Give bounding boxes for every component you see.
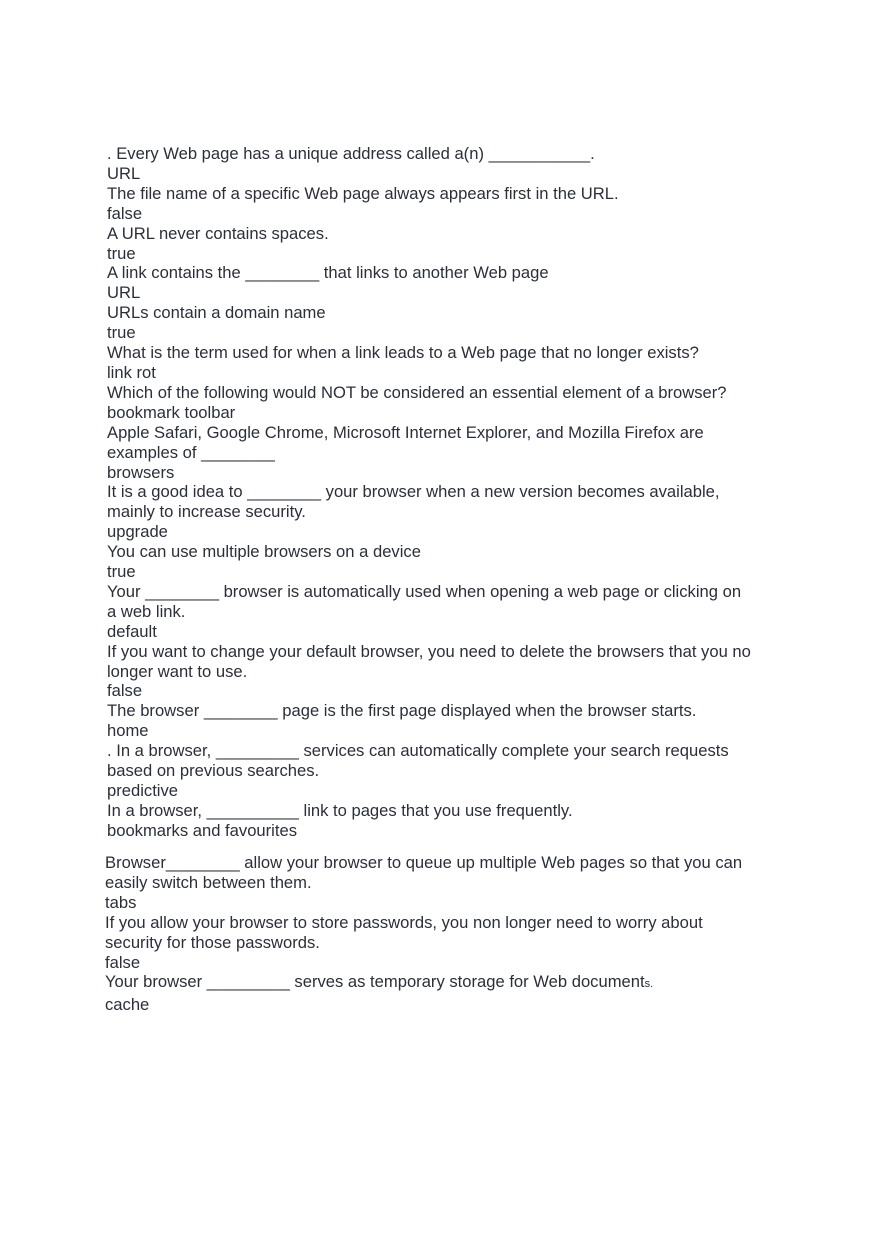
question-10: You can use multiple browsers on a device xyxy=(107,542,421,562)
qa-list-block-1 xyxy=(107,144,797,841)
answer-4: URL xyxy=(107,283,141,303)
qa-list-block-2 xyxy=(105,853,795,1015)
question-2: The file name of a specific Web page always appears first in the URL. xyxy=(107,183,619,203)
question-17: If you allow your browser to store passwords, you non longer need to worry about security for those passwords. xyxy=(105,912,703,952)
question-12: If you want to change your default browser, you need to delete the browsers that you no longer want to use. xyxy=(107,641,751,681)
answer-5: true xyxy=(107,323,136,343)
answer-2: false xyxy=(107,203,143,223)
answer-9: upgrade xyxy=(107,522,168,542)
answer-3: true xyxy=(107,243,136,263)
question-11: Your ________ browser is automatically used when opening a web page or clicking on a web link. xyxy=(107,581,742,621)
question-16: Browser________ allow your browser to queue up multiple Web pages so that you can easily switch between them. xyxy=(105,853,743,892)
question-3: A URL never contains spaces. xyxy=(107,223,329,243)
answer-12: false xyxy=(107,681,143,701)
question-14: . In a browser, _________ services can automatically complete your search requests based on previous searches. xyxy=(107,741,729,781)
question-9: It is a good idea to ________ your browser when a new version becomes available, mainly to increase security. xyxy=(107,482,720,522)
answer-1: URL xyxy=(107,163,141,183)
question-1: . Every Web page has a unique address called a(n) ___________. xyxy=(107,144,595,163)
question-7: Which of the following would NOT be considered an essential element of a browser? xyxy=(107,382,727,402)
answer-16: tabs xyxy=(105,892,137,912)
question-6: What is the term used for when a link leads to a Web page that no longer exists? xyxy=(107,343,699,363)
question-18-main: Your browser _________ serves as temporary storage for Web document xyxy=(105,972,645,992)
answer-6: link rot xyxy=(107,362,156,382)
question-13: The browser ________ page is the first page displayed when the browser starts. xyxy=(107,701,697,721)
answer-18: cache xyxy=(105,995,150,1015)
answer-13: home xyxy=(107,721,149,741)
question-18-tail: s. xyxy=(644,978,654,991)
question-4: A link contains the ________ that links to another Web page xyxy=(107,263,549,283)
answer-10: true xyxy=(107,562,136,582)
question-18 xyxy=(105,972,795,995)
answer-14: predictive xyxy=(107,781,179,800)
question-8: Apple Safari, Google Chrome, Microsoft Internet Explorer, and Mozilla Firefox are examples of ________ xyxy=(107,422,704,462)
question-5: URLs contain a domain name xyxy=(107,303,326,323)
answer-17: false xyxy=(105,952,141,972)
question-15: In a browser, __________ link to pages that you use frequently. xyxy=(107,800,573,820)
answer-15: bookmarks and favourites xyxy=(107,820,298,840)
answer-11: default xyxy=(107,621,157,641)
answer-8: browsers xyxy=(107,462,175,482)
answer-7: bookmark toolbar xyxy=(107,402,236,422)
